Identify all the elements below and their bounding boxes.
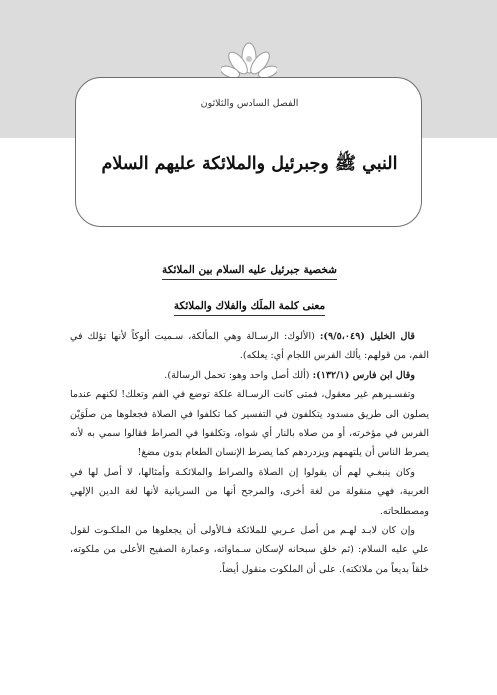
paragraph-khalil [70, 327, 429, 366]
paragraph-text: (الألوك: الرسـالة وهي المألكة، سـميت ألوكاً لأنها تؤلك في الفم، من قولهم: يألك الفرس اللجام أي: يعلكه). [70, 331, 429, 362]
chapter-header-box [75, 77, 422, 227]
paragraph-ibn-faris [70, 366, 429, 385]
chapter-title: النبي ﷺ وجبرئيل والملائكة عليهم السلام [101, 154, 398, 174]
citation-ibn-faris: وقال ابن فارس (١٣٢/١): [312, 369, 415, 381]
paragraph-text: (ألك أصل واحد وهو: تحمل الرسالة). [164, 369, 313, 381]
section-heading: شخصية جبرئيل عليه السلام بين الملائكة [162, 264, 337, 280]
paragraph-interpretation [70, 385, 429, 463]
citation-khalil: قال الخليل (٩/٥،٠٤٩): [319, 331, 415, 342]
paragraph-text: وتفسـيرهم غير معقول، فمتى كانت الرسـالة علكة توضع في الفم وتعلك! لكنهم عندما يصلون الى طريق مسدود يتكلفون في التفسير كما تكلفوا في الصلاة فجعلوها من صلَوَيْن الفرس في مؤخرته، أو من صلاه بالنار أي شواه، وتكلفوا في الصراط فقالوا سمي به لأنه يصرط الناس أن يلتهمهم ويزدردهم كما يصرط الإنسان الطعام بدون مضغ! [70, 389, 429, 459]
paragraph-malakut [70, 521, 429, 579]
section-subheading: معنى كلمة الملَك والفلاك والملائكة [174, 300, 325, 316]
body-text [70, 327, 429, 579]
subheading-wrap [70, 300, 429, 312]
paragraph-text: وكان ينبغـي لهم أن يقولوا إن الصلاة والصراط والملائكـة وأمثالها، لا أصل لها في العربية، فهي منقولة من لغة أخرى، والمرجح أنها من السريانية لأنها لغة الدين الإلهي ومصطلحاته. [70, 466, 429, 517]
chapter-label: الفصل السادس والثلاثون [200, 98, 299, 109]
paragraph-origin [70, 463, 429, 521]
paragraph-text: وإن كان لابـد لهـم من أصل عـربي للملائكة فـالأولى أن يجعلوها من الملكـوت لقول علي عليه السلام: (ثم خلق سبحانه لإسكان سـماواته، وعمارة الصفيح الأعلى من ملكوته، خلقاً بديعاً من ملائكته). على أن الملكوت منقول أيضاً. [70, 525, 429, 575]
section-heading-wrap [70, 264, 429, 276]
